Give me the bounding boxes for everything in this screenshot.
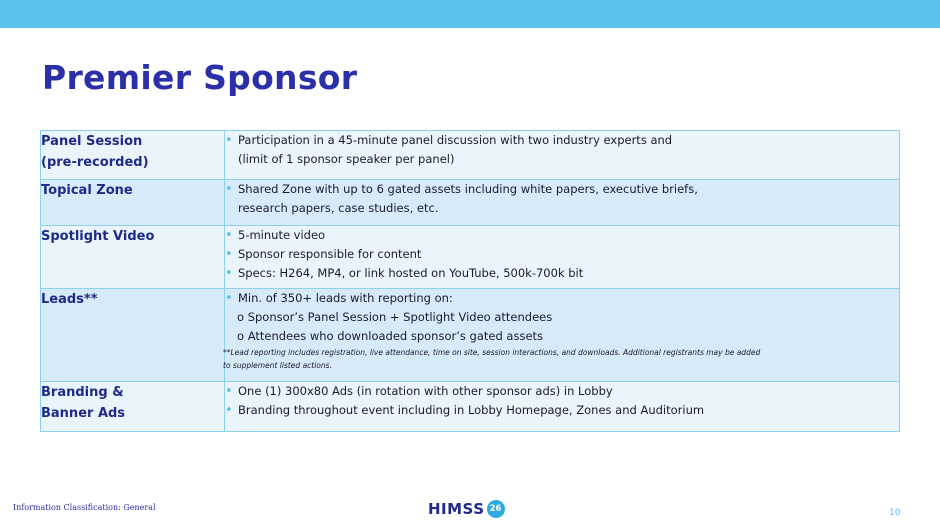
- sub-item: o Sponsor’s Panel Session + Spotlight Video attendees: [237, 310, 553, 324]
- row-label-line: Topical Zone: [41, 183, 133, 198]
- top-accent-bar: [0, 0, 940, 28]
- slide-title: Premier Sponsor: [42, 58, 358, 97]
- logo-text: HIMSS: [428, 500, 485, 518]
- table-row-panel-session: [41, 131, 900, 180]
- footnote-line: **Lead reporting includes registration, live attendance, time on site, session interactions, and downloads. Additional registrants may be added: [223, 348, 761, 357]
- bullet-item: • Sponsor responsible for content: [225, 245, 899, 264]
- row-label-line: Panel Session: [41, 134, 143, 149]
- row-label: [41, 226, 225, 289]
- classification-label: Information Classification: General: [13, 503, 156, 512]
- row-details: [225, 382, 900, 432]
- bullet-item: • Specs: H264, MP4, or link hosted on YouTube, 500k-700k bit: [225, 264, 899, 283]
- row-label-line: Branding &: [41, 385, 124, 400]
- row-label: [41, 382, 225, 432]
- sub-item: o Attendees who downloaded sponsor’s gated assets: [237, 329, 544, 343]
- bullet-item: • 5-minute video: [225, 226, 899, 245]
- bullet-item: • Shared Zone with up to 6 gated assets including white papers, executive briefs,: [225, 180, 899, 199]
- row-label-line: (pre-recorded): [41, 155, 149, 170]
- row-label-line: Leads**: [41, 292, 98, 307]
- table-row-branding: [41, 382, 900, 432]
- row-details: [225, 180, 900, 226]
- table-row-spotlight-video: [41, 226, 900, 289]
- row-label-line: Spotlight Video: [41, 229, 155, 244]
- table-row-topical-zone: [41, 180, 900, 226]
- row-details: [225, 131, 900, 180]
- footnote-line: to supplement listed actions.: [223, 361, 332, 370]
- row-details: [225, 226, 900, 289]
- himss-logo: [428, 500, 505, 518]
- logo-year-badge: 26: [487, 500, 505, 518]
- bullet-item: • Branding throughout event including in Lobby Homepage, Zones and Auditorium: [225, 401, 899, 420]
- sponsor-benefits-table: [40, 130, 900, 432]
- row-label: [41, 289, 225, 382]
- bullet-item: • Participation in a 45-minute panel discussion with two industry experts and: [225, 131, 899, 150]
- page-number: 10: [889, 508, 901, 518]
- bullet-item: • Min. of 350+ leads with reporting on:: [225, 289, 899, 308]
- bullet-continuation: (limit of 1 sponsor speaker per panel): [238, 152, 455, 166]
- row-label: [41, 180, 225, 226]
- row-details: [225, 289, 900, 382]
- bullet-item: • One (1) 300x80 Ads (in rotation with other sponsor ads) in Lobby: [225, 382, 899, 401]
- bullet-continuation: research papers, case studies, etc.: [238, 201, 439, 215]
- row-label-line: Banner Ads: [41, 406, 126, 421]
- row-label: [41, 131, 225, 180]
- table-row-leads: [41, 289, 900, 382]
